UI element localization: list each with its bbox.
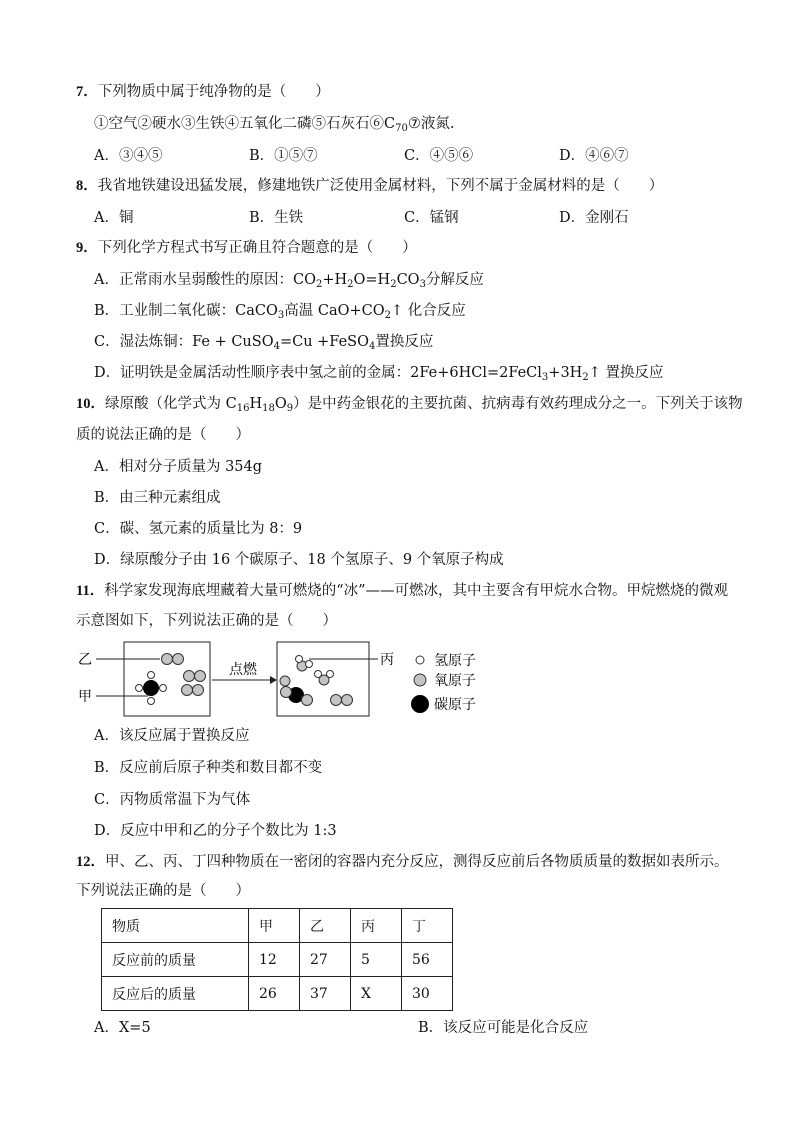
q10-stem-line-2: 质的说法正确的是（ ）: [76, 427, 250, 443]
oxygen-atom: [195, 671, 206, 682]
q11-number: 11．: [76, 583, 105, 599]
legend-oxygen-icon: [414, 674, 426, 686]
q10-option-b[interactable]: B．由三种元素组成: [94, 490, 221, 506]
hydrogen-atom: [148, 698, 155, 705]
table-cell: 26: [249, 977, 300, 1011]
q10-option-c[interactable]: C．碳、氢元素的质量比为 8：9: [94, 521, 303, 537]
q7-item-7: ⑦液氮: [407, 116, 450, 132]
q9-option-a[interactable]: A．正常雨水呈弱酸性的原因：$CO_2+H_2O=H_2CO_3$分解反应: [94, 272, 484, 290]
q7-stem: 下列物质中属于纯净物的是（ ）: [97, 84, 330, 100]
label-jia: 甲: [78, 689, 92, 705]
q12-option-b[interactable]: B．该反应可能是化合反应: [418, 1020, 589, 1036]
q9-stem: 下列化学方程式书写正确且符合题意的是（ ）: [97, 240, 417, 256]
table-header: 物质: [102, 909, 249, 943]
q8-option-c[interactable]: C．锰钢: [404, 210, 459, 226]
q7-item-1: ①空气: [94, 116, 138, 132]
q7-item-2: ②硬水: [137, 116, 181, 132]
q12-number: 12．: [76, 854, 105, 870]
table-header: 丙: [351, 909, 402, 943]
q9-option-d[interactable]: D．证明铁是金属活动性顺序表中氢之前的金属：$2Fe+6HCl=2FeCl_3+3H_2↑$ 置换反应: [94, 365, 664, 383]
legend-oxygen: 氧原子: [434, 673, 476, 689]
oxygen-atom: [302, 695, 313, 706]
q7-option-d[interactable]: D．④⑥⑦: [559, 148, 629, 164]
table-cell: 30: [402, 977, 453, 1011]
carbon-atom: [143, 680, 159, 696]
q7-number: 7．: [76, 84, 98, 100]
label-bing: 丙: [380, 652, 394, 668]
q9-number: 9．: [76, 240, 98, 256]
table-cell: 12: [249, 943, 300, 977]
q10-number: 10．: [76, 396, 105, 412]
q7-item-3: ③生铁: [181, 116, 225, 132]
hydrogen-atom: [148, 672, 155, 679]
q7-item-6: $⑥C_{70}$: [369, 116, 408, 134]
q7-option-a[interactable]: A．③④⑤: [94, 148, 163, 164]
table-cell: 反应后的质量: [102, 977, 249, 1011]
q7-item-4: ④五氧化二磷: [224, 116, 312, 132]
legend-carbon-icon: [411, 695, 429, 713]
q12-option-a[interactable]: A．X=5: [94, 1020, 151, 1036]
table-header: 乙: [300, 909, 351, 943]
q7-option-c[interactable]: C．④⑤⑥: [404, 148, 474, 164]
q12-stem-line-2: 下列说法正确的是（ ）: [76, 883, 250, 899]
hydrogen-atom: [327, 671, 334, 678]
oxygen-atom: [331, 695, 342, 706]
q11-option-c[interactable]: C．丙物质常温下为气体: [94, 792, 251, 808]
table-cell: X: [351, 977, 402, 1011]
oxygen-atom: [281, 687, 292, 698]
table-row: [102, 943, 453, 977]
hydrogen-atom: [306, 661, 313, 668]
q7-item-5: ⑤石灰石: [311, 116, 370, 132]
table-header-row: [102, 909, 453, 943]
hydrogen-atom: [136, 685, 143, 692]
table-cell: 27: [300, 943, 351, 977]
mass-table: [101, 908, 453, 1011]
q9-option-c[interactable]: C．湿法炼铜：Fe + CuSO$_4$=Cu +FeSO$_4$置换反应: [94, 334, 434, 352]
q10-stem-line: 10．绿原酸（化学式为 $C_{16}H_{18}O_9$）是中药金银花的主要抗菌、抗病毒有效药理成分之一。下列关于该物: [76, 396, 743, 414]
oxygen-atom: [182, 685, 193, 696]
oxygen-atom: [184, 671, 195, 682]
hydrogen-atom: [296, 656, 303, 663]
legend-carbon: 碳原子: [434, 697, 476, 713]
legend-hydrogen: 氢原子: [434, 653, 476, 669]
q11-option-b[interactable]: B．反应前后原子种类和数目都不变: [94, 760, 323, 776]
q8-option-d[interactable]: D．金刚石: [559, 210, 629, 226]
q7-option-b[interactable]: B．①⑤⑦: [249, 148, 318, 164]
table-cell: 56: [402, 943, 453, 977]
table-header: 丁: [402, 909, 453, 943]
q10-option-a[interactable]: A．相对分子质量为 354g: [94, 459, 263, 475]
oxygen-atom: [162, 654, 173, 665]
q10-option-d[interactable]: D．绿原酸分子由 16 个碳原子、18 个氢原子、9 个氧原子构成: [94, 552, 504, 568]
table-header: 甲: [249, 909, 300, 943]
oxygen-atom: [193, 685, 204, 696]
table-cell: 5: [351, 943, 402, 977]
oxygen-atom: [280, 676, 290, 686]
q11-stem-line-2: 示意图如下，下列说法正确的是（ ）: [76, 613, 337, 629]
q9-option-b[interactable]: B．工业制二氧化碳：CaCO$_3$高温 $CaO+CO_2↑$ 化合反应: [94, 303, 466, 321]
table-cell: 37: [300, 977, 351, 1011]
q7-items-end: .: [449, 116, 455, 132]
legend-hydrogen-icon: [416, 656, 424, 664]
q8-stem: 我省地铁建设迅猛发展，修建地铁广泛使用金属材料，下列不属于金属材料的是（ ）: [97, 178, 664, 194]
table-cell: 反应前的质量: [102, 943, 249, 977]
table-row: [102, 977, 453, 1011]
q8-option-a[interactable]: A．铜: [94, 210, 134, 226]
label-yi: 乙: [78, 652, 92, 668]
hydrogen-atom: [315, 671, 322, 678]
q11-option-d[interactable]: D．反应中甲和乙的分子个数比为 1:3: [94, 823, 337, 839]
oxygen-atom: [342, 695, 353, 706]
arrow-label: 点燃: [229, 662, 257, 678]
q11-stem-line: 11．科学家发现海底埋藏着大量可燃烧的“冰”——可燃冰，其中主要含有甲烷水合物。甲烷燃烧的微观: [76, 583, 729, 599]
arrow-head: [270, 676, 277, 684]
q12-stem-line: 12．甲、乙、丙、丁四种物质在一密闭的容器内充分反应，测得反应前后各物质质量的数据如表所示。: [76, 854, 729, 870]
q8-option-b[interactable]: B．生铁: [249, 210, 304, 226]
oxygen-atom: [173, 654, 184, 665]
q11-option-a[interactable]: A．该反应属于置换反应: [94, 728, 250, 744]
q8-number: 8．: [76, 178, 98, 194]
hydrogen-atom: [160, 685, 167, 692]
